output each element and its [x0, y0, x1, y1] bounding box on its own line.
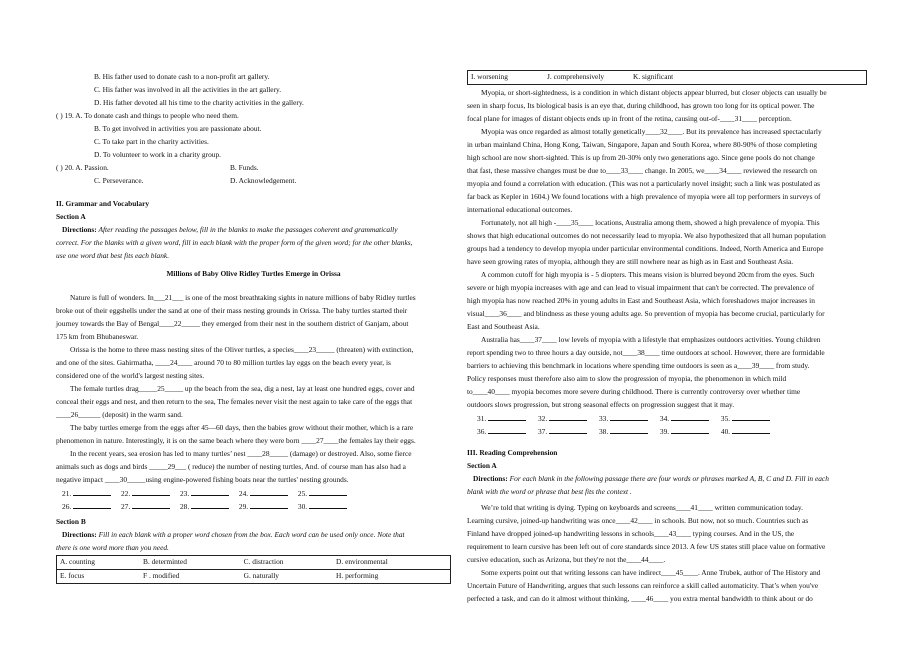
q20-option-b: B. Funds. — [230, 163, 259, 172]
word-option-g: G. naturally — [241, 569, 333, 583]
reading-p1-line2: Learning cursive, joined-up handwriting was once____42____ in schools. But now, not so much. Countries such as — [467, 516, 809, 525]
answer-row-36-40 — [477, 425, 770, 439]
paragraph-5-line1: In the recent years, sea erosion has led to many turtles’ nest ____28_____ (damage) or destroyed. Also, some fierce — [70, 449, 412, 458]
paragraph-2-line1: Orissa is the home to three mass nesting sites of the Oliver turtles, a species____23_____ (threaten) with extinction, — [70, 345, 414, 354]
word-option-i: I. worsening — [468, 71, 545, 85]
q20-option-a: ( ) 20. A. Passion. — [56, 163, 109, 172]
myopia-p2-line5: myopia and found a correlation with education. (This was not a particularly novel insight; such a link was postulated as — [467, 179, 821, 188]
myopia-p4-line3: high myopia has now reached 20% in young adults in East and Southeast Asia, which foreshadows major increases in — [467, 296, 815, 305]
myopia-p3-line2: shows that high educational outcomes do not necessarily lead to myopia. We also hypothesized that all human population — [467, 231, 826, 240]
myopia-p1-line1: Myopia, or short-sightedness, is a condition in which distant objects appear blurred, but closer objects can usually be — [481, 88, 827, 97]
reading-p2-line1: Some experts point out that writing lessons can have indirect____45____. Anne Trubek, author of The History and — [481, 568, 821, 577]
answer-num: 39. — [659, 427, 670, 436]
paragraph-1-line1: Nature is full of wonders. In___21___ is one of the most breathtaking sights in nature millions of baby Ridley turtles — [70, 293, 416, 302]
myopia-p3-line4: have seen growing rates of myopia, although they are still nowhere near as high as in East and Southeast Asia. — [467, 257, 794, 266]
answer-num: 38. — [598, 427, 609, 436]
answer-num: 26. — [62, 502, 72, 511]
answer-row-31-35 — [477, 412, 770, 426]
answer-num: 40. — [720, 427, 731, 436]
answer-slot-27[interactable] — [121, 502, 170, 511]
answer-slot-36[interactable] — [477, 427, 526, 436]
q18-option-c: C. His father was involved in all the activities in the art gallery. — [94, 85, 282, 94]
paragraph-2-line3: considered one of the world's largest nesting sites. — [56, 371, 205, 380]
answer-slot-38[interactable] — [599, 427, 648, 436]
section-b-directions-line1 — [62, 529, 405, 542]
myopia-p5-line2: report spending two to three hours a day outside, not____38____ time outdoors at school. However, there are formidable — [467, 348, 825, 357]
myopia-p3-line3: groups had a tendency to develop myopia under particular environmental conditions. Indeed, North America and Europe — [467, 244, 824, 253]
myopia-p5-line6: outdoors slows progression, but strong seasonal effects on progression suggest that it may. — [467, 400, 735, 409]
answer-row-26-30 — [62, 500, 347, 514]
word-option-a: A. counting — [57, 556, 140, 570]
section-b-directions-line2: there is one word more than you need. — [56, 543, 169, 552]
myopia-p4-line4: visual____36____ and blindness as these young adults age. So prevention of myopia has become crucial, particularly for — [467, 309, 825, 318]
myopia-p2-line2: in urban mainland China, Hong Kong, Taiwan, Singapore, Japan and South Korea, where 80-90% of those completing — [467, 140, 818, 149]
myopia-p5-line3: barriers to achieving this benchmark in locations where spending time outdoors is seen as a____39____ from study. — [467, 361, 810, 370]
answer-slot-24[interactable] — [239, 489, 288, 498]
myopia-p4-line5: East and Southeast Asia. — [467, 322, 540, 331]
word-option-c: C. distraction — [241, 556, 333, 570]
answer-slot-30[interactable] — [298, 502, 347, 511]
answer-slot-25[interactable] — [298, 489, 347, 498]
reading-p1-line5: cursive education, such as Arizona, but they're not the____44____. — [467, 555, 666, 564]
paragraph-1-line4: 175 km from Bhubaneswar. — [56, 332, 139, 341]
answer-num: 34. — [659, 414, 670, 423]
answer-slot-35[interactable] — [721, 414, 770, 423]
q20-option-d: D. Acknowledgement. — [230, 176, 297, 185]
directions-text: Fill in each blank with a proper word chosen from the box. Each word can be used only once. Note that — [96, 530, 405, 539]
myopia-p1-line3: focal plane for images of distant objects ends up in front of the retina, causing out-of-____31____ perception. — [467, 114, 792, 123]
directions-label: Directions: — [62, 530, 97, 539]
paragraph-1-line3: journey towards the Bay of Bengal____22_____ they emerged from their nest in the southern district of Ganjam, about — [56, 319, 409, 328]
reading-p1-line3: Finland have dropped joined-up handwriting lessons in schools____43____ typing courses. And in the US, the — [467, 529, 795, 538]
myopia-p5-line4: Policy responses must therefore also aim to slow the progression of myopia, the phenomenon in which mild — [467, 374, 787, 383]
directions-text: After reading the passages below, fill in the blanks to make the passages coherent and grammatically — [96, 225, 398, 234]
word-option-j: J. comprehensively — [544, 71, 630, 85]
myopia-p2-line7: international educational outcomes. — [467, 205, 573, 214]
section-a-directions-line2: correct. For the blanks with a given word, fill in each blank with the proper form of the given word; for the other blanks, — [56, 238, 413, 247]
answer-row-21-25 — [62, 487, 347, 501]
word-option-h: H. performing — [333, 569, 450, 583]
section-a-directions-line1 — [62, 224, 451, 237]
reading-directions-line1 — [473, 473, 829, 486]
directions-text: For each blank in the following passage there are four words or phrases marked A, B, C and D. Fill in each — [507, 474, 829, 483]
word-option-d: D. environmental — [333, 556, 450, 570]
paragraph-4-line1: The baby turtles emerge from the eggs after 45—60 days, then the babies grow without their mother, which is a rare — [70, 423, 414, 432]
answer-slot-29[interactable] — [239, 502, 288, 511]
q19-option-d: D. To volunteer to work in a charity group. — [94, 150, 222, 159]
paragraph-3-line3: ____26______ (deposit) in the warm sand. — [56, 410, 183, 419]
myopia-p2-line3: high school are now short-sighted. This is up from 20-30% only two generations ago. Since gene pools do not change — [467, 153, 815, 162]
answer-num: 21. — [62, 489, 72, 498]
reading-p2-line2: Uncertain Future of Handwriting, argues that such lessons can reinforce a skill called automaticity. That’s when you've — [467, 581, 819, 590]
word-option-e: E. focus — [57, 569, 140, 583]
answer-num: 29. — [238, 502, 249, 511]
section-b-label: Section B — [56, 517, 86, 526]
answer-num: 30. — [297, 502, 308, 511]
section-ii-title: II. Grammar and Vocabulary — [56, 199, 150, 208]
answer-slot-37[interactable] — [538, 427, 587, 436]
section-a-label: Section A — [56, 212, 86, 221]
myopia-p5-line1: Australia has____37____ low levels of myopia with a lifestyle that emphasizes outdoors activities. Young children — [481, 335, 821, 344]
answer-slot-39[interactable] — [660, 427, 709, 436]
word-option-b: B. determinted — [140, 556, 241, 570]
myopia-p4-line2: severe or high myopia increases with age and can lead to visual impairment that can't be corrected. The prevalence of — [467, 283, 815, 292]
q19-option-c: C. To take part in the charity activities. — [94, 137, 209, 146]
answer-num: 33. — [598, 414, 609, 423]
passage-title: Millions of Baby Olive Ridley Turtles Emerge in Orissa — [166, 269, 341, 278]
paragraph-2-line2: and one of the sites. Gahirmatha, ____24____ around 70 to 80 million turtles lay eggs on the beach every year, is — [56, 358, 391, 367]
myopia-p2-line1: Myopia was once regarded as almost totally genetically____32____. But its prevalence has increased spectacularly — [481, 127, 822, 136]
section-a-directions-line3: use one word that best fits each blank. — [56, 251, 170, 260]
q18-option-d: D. His father devoted all his time to the charity activities in the gallery. — [94, 98, 304, 107]
answer-slot-23[interactable] — [180, 489, 229, 498]
answer-num: 24. — [238, 489, 249, 498]
paragraph-5-line2: animals such as dogs and birds _____29___ ( reduce) the number of nesting turtles, And. of course man has also had a — [56, 462, 406, 471]
answer-slot-22[interactable] — [121, 489, 170, 498]
paragraph-3-line1: The female turtles drag_____25_____ up the beach from the sea, dig a nest, lay at least one hundred eggs, cover and — [70, 384, 415, 393]
answer-num: 35. — [720, 414, 731, 423]
answer-slot-31[interactable] — [477, 414, 526, 423]
reading-p2-line3: perfected a task, and can do it almost without thinking, ____46____ you extra mental bandwidth to think about or do — [467, 594, 813, 603]
myopia-p5-line5: to____40____ myopia becomes more severe during childhood. There is currently controversy over whether time — [467, 387, 801, 396]
answer-num: 31. — [477, 414, 487, 423]
directions-label: Directions: — [62, 225, 97, 234]
answer-slot-21[interactable] — [62, 489, 111, 498]
q19-option-a: ( ) 19. A. To donate cash and things to people who need them. — [56, 111, 239, 120]
answer-num: 28. — [179, 502, 190, 511]
myopia-p2-line6: far back as Kepler in 1604.) We found locations with a high prevalence of myopia were all top performers in surveys of — [467, 192, 821, 201]
paragraph-4-line2: phenomenon in nature. Interestingly, it is on the same beach where they were born ____27____the females lay their eggs. — [56, 436, 416, 445]
word-option-f: F . modified — [140, 569, 241, 583]
section-iii-title: III. Reading Comprehension — [467, 448, 558, 457]
paragraph-5-line3: negative impact ____30_____using engine-powered fishing boats near the turtles' nesting grounds. — [56, 475, 349, 484]
answer-num: 36. — [477, 427, 487, 436]
answer-slot-28[interactable] — [180, 502, 229, 511]
word-box-left — [56, 555, 451, 584]
reading-directions-line2: blank with the word or phrase that best fits the context . — [467, 487, 632, 496]
answer-slot-34[interactable] — [660, 414, 709, 423]
paragraph-1-line2: broke out of their eggshells under the sand at one of their mass nesting grounds in Orissa. The baby turtles started their — [56, 306, 408, 315]
myopia-p1-line2: seen in sharp focus, Its biological basis is an eye that, during childhood, has grown too long for its optical power. The — [467, 101, 815, 110]
reading-p1-line4: requirement to learn cursive has been left out of core standards since 2013. A few US states still place value on formative — [467, 542, 826, 551]
answer-num: 25. — [297, 489, 308, 498]
section-a-label-reading: Section A — [467, 461, 497, 470]
answer-num: 27. — [120, 502, 131, 511]
directions-label: Directions: — [473, 474, 508, 483]
answer-slot-26[interactable] — [62, 502, 111, 511]
paragraph-3-line2: conceal their eggs and nest, and then return to the sea, The females never visit the nest again to take care of the eggs that — [56, 397, 413, 406]
q19-option-b: B. To get involved in activities you are passionate about. — [94, 124, 262, 133]
answer-num: 23. — [179, 489, 190, 498]
q20-option-c: C. Perseverance. — [94, 176, 144, 185]
reading-p1-line1: We’re told that writing is dying. Typing on keyboards and screens____41____ written communication today. — [481, 503, 803, 512]
answer-slot-33[interactable] — [599, 414, 648, 423]
answer-slot-40[interactable] — [721, 427, 770, 436]
myopia-p4-line1: A common cutoff for high myopia is - 5 diopters. This means vision is blurred beyond 20cm from the eyes. Such — [481, 270, 815, 279]
answer-num: 32. — [537, 414, 548, 423]
word-option-k: K. significant — [630, 71, 867, 85]
q18-option-b: B. His father used to donate cash to a non-profit art gallery. — [94, 72, 270, 81]
word-box-right — [467, 70, 867, 85]
answer-num: 22. — [120, 489, 131, 498]
answer-num: 37. — [537, 427, 548, 436]
myopia-p2-line4: that fast, these massive changes must be due to____33____ change. In 2005, we____34____ reviewed the research on — [467, 166, 817, 175]
answer-slot-32[interactable] — [538, 414, 587, 423]
myopia-p3-line1: Fortunately, not all high -____35____ locations, Australia among them, showed a high prevalence of myopia. This — [481, 218, 820, 227]
